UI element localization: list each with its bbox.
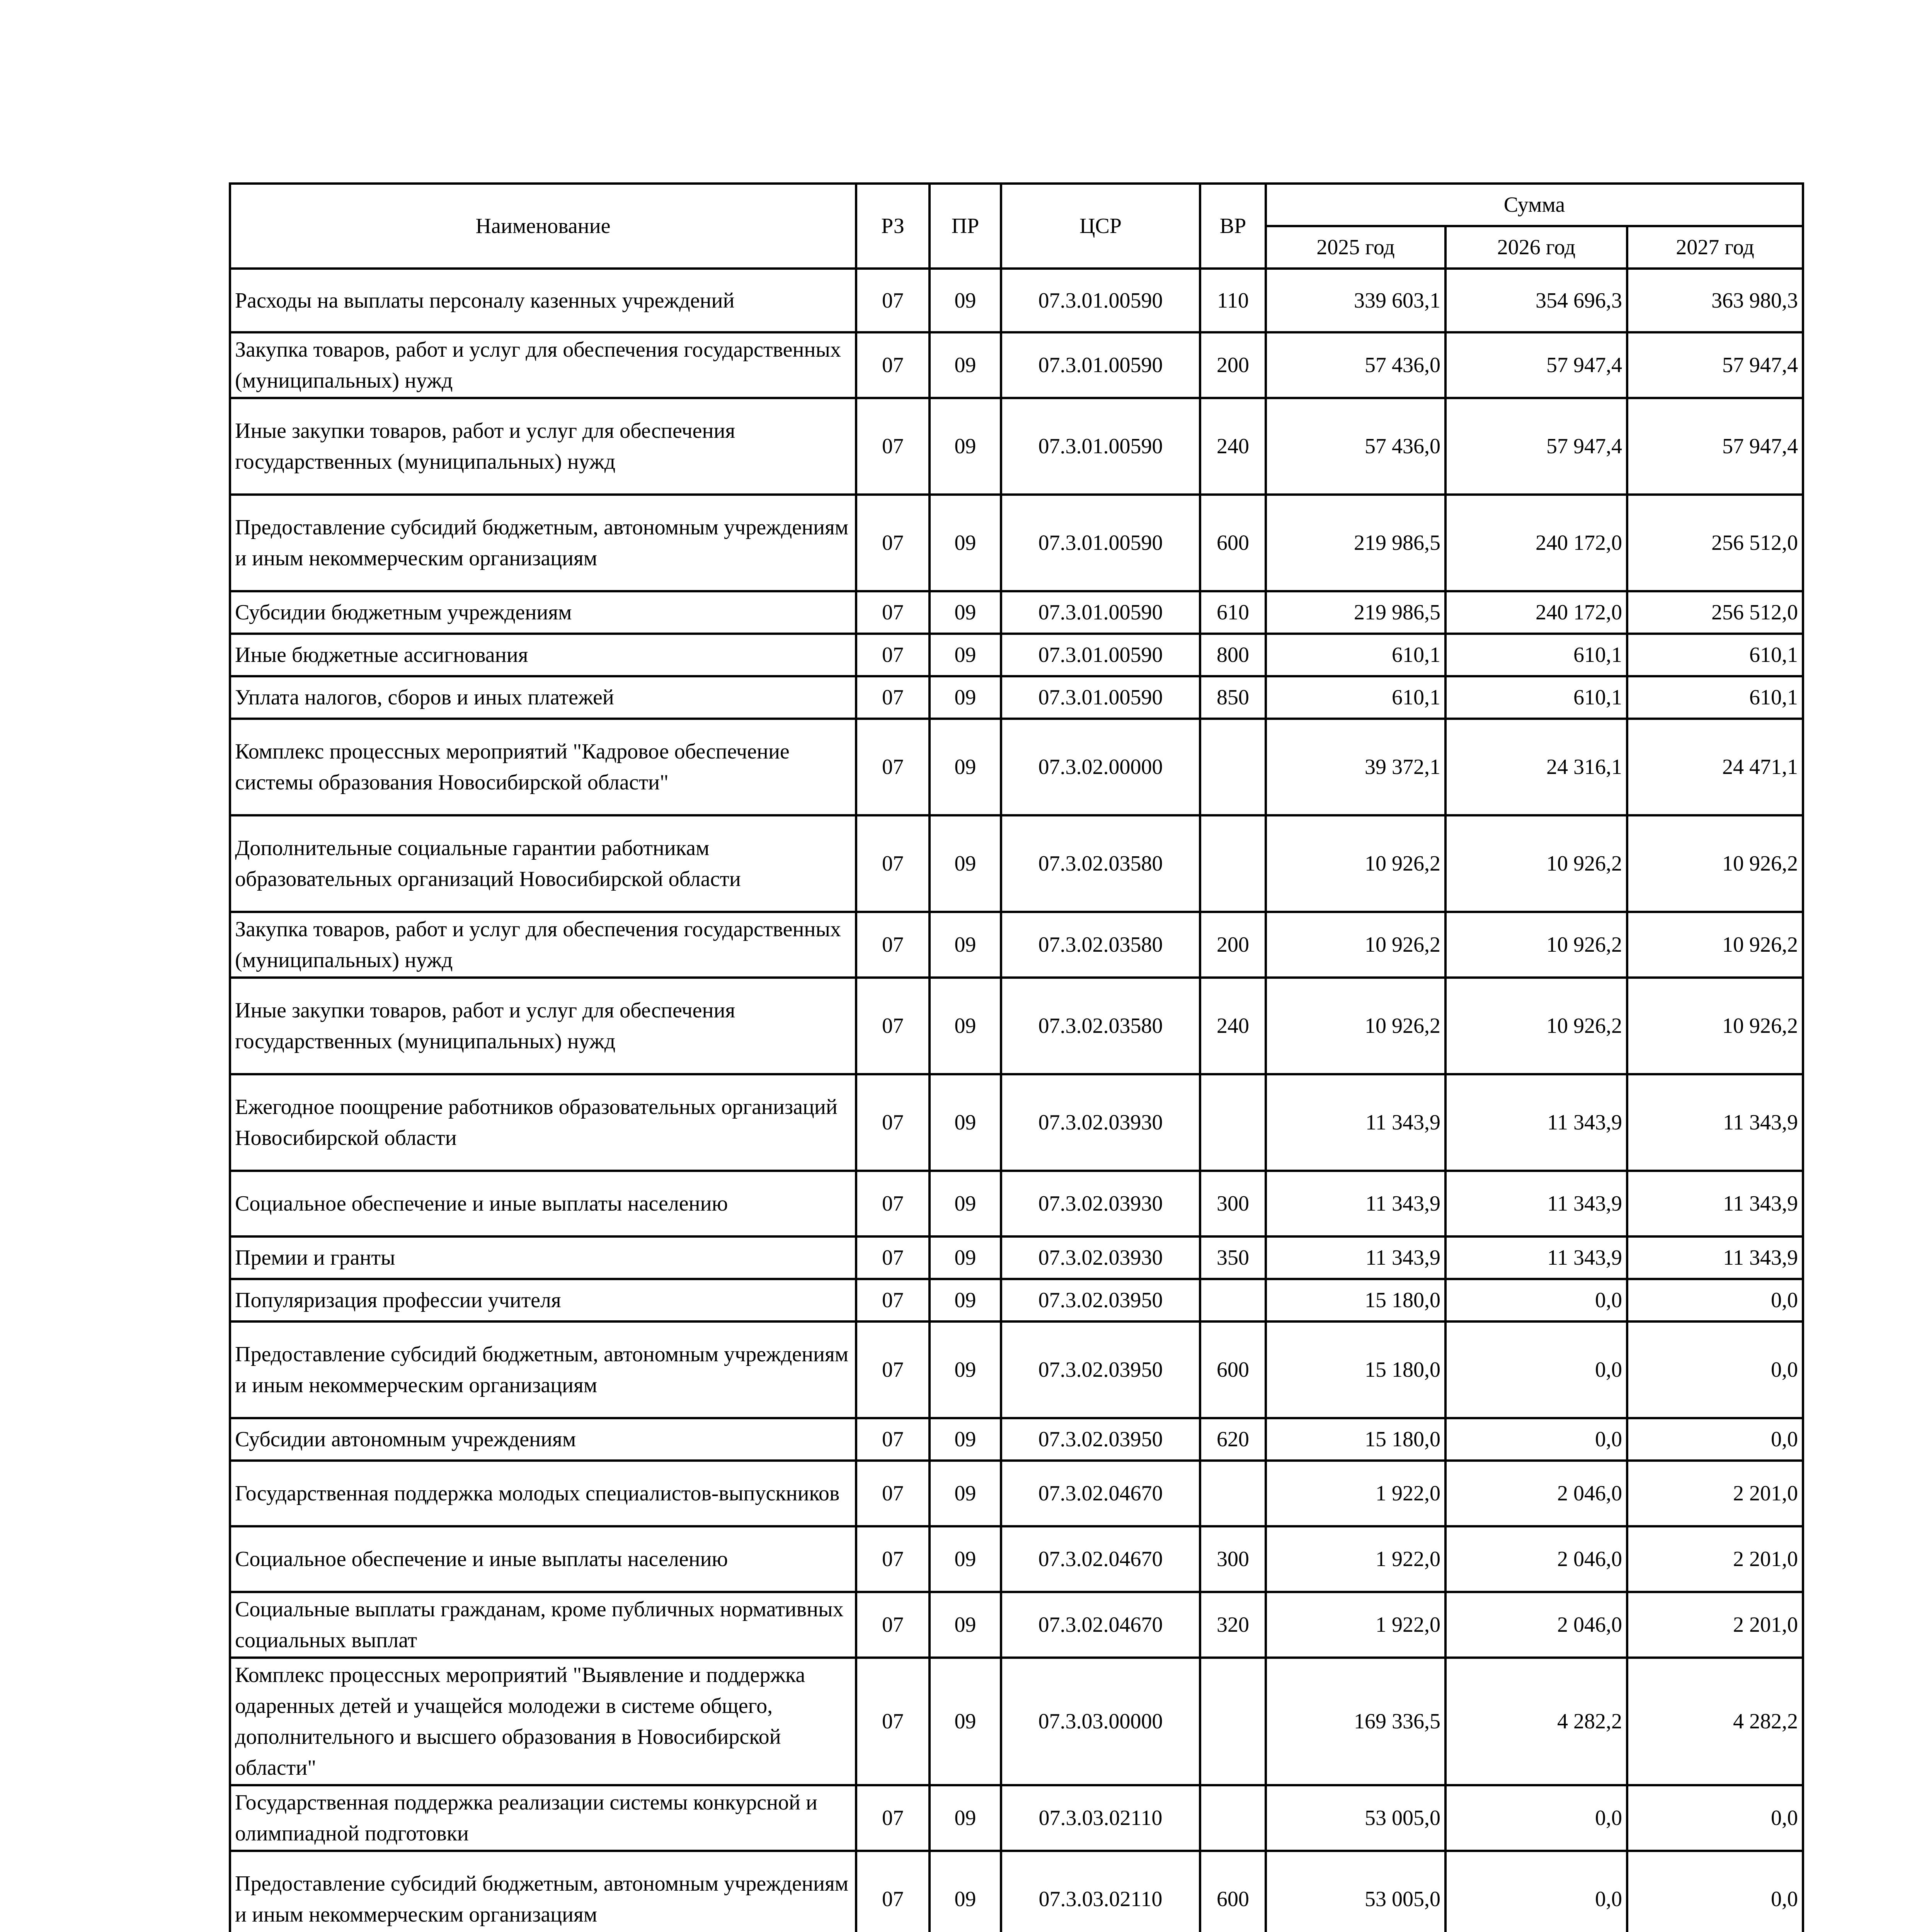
row-pr: 09 bbox=[930, 269, 1001, 332]
table-row bbox=[230, 495, 1803, 591]
row-amount-2026: 0,0 bbox=[1445, 1418, 1627, 1461]
row-pr: 09 bbox=[930, 1279, 1001, 1321]
table-row bbox=[230, 634, 1803, 676]
row-amount-2026: 2 046,0 bbox=[1445, 1592, 1627, 1658]
row-amount-2026: 4 282,2 bbox=[1445, 1658, 1627, 1785]
row-amount-2026: 57 947,4 bbox=[1445, 398, 1627, 495]
row-pr: 09 bbox=[930, 591, 1001, 634]
row-csr: 07.3.01.00590 bbox=[1001, 495, 1200, 591]
row-name: Предоставление субсидий бюджетным, автономным учреждениям и иным некоммерческим организациям bbox=[230, 1321, 856, 1418]
row-amount-2027: 57 947,4 bbox=[1627, 332, 1803, 398]
row-name: Закупка товаров, работ и услуг для обеспечения государственных (муниципальных) нужд bbox=[230, 912, 856, 978]
row-pr: 09 bbox=[930, 398, 1001, 495]
row-vr: 240 bbox=[1200, 978, 1266, 1074]
row-csr: 07.3.02.04670 bbox=[1001, 1526, 1200, 1592]
row-csr: 07.3.02.03580 bbox=[1001, 815, 1200, 912]
table-row bbox=[230, 1074, 1803, 1171]
row-csr: 07.3.02.03950 bbox=[1001, 1279, 1200, 1321]
row-name: Субсидии бюджетным учреждениям bbox=[230, 591, 856, 634]
row-name: Комплекс процессных мероприятий "Выявление и поддержка одаренных детей и учащейся молодежи в системе общего, дополнительного и высшего образования в Новосибирской области" bbox=[230, 1658, 856, 1785]
row-amount-2025: 15 180,0 bbox=[1266, 1418, 1445, 1461]
row-pr: 09 bbox=[930, 634, 1001, 676]
row-name: Иные закупки товаров, работ и услуг для обеспечения государственных (муниципальных) нужд bbox=[230, 398, 856, 495]
row-csr: 07.3.02.03950 bbox=[1001, 1321, 1200, 1418]
row-pr: 09 bbox=[930, 1074, 1001, 1171]
row-csr: 07.3.02.00000 bbox=[1001, 719, 1200, 815]
row-name: Социальное обеспечение и иные выплаты населению bbox=[230, 1526, 856, 1592]
row-vr bbox=[1200, 719, 1266, 815]
row-csr: 07.3.01.00590 bbox=[1001, 676, 1200, 719]
row-pr: 09 bbox=[930, 332, 1001, 398]
row-csr: 07.3.01.00590 bbox=[1001, 332, 1200, 398]
row-amount-2025: 11 343,9 bbox=[1266, 1236, 1445, 1279]
row-vr: 800 bbox=[1200, 634, 1266, 676]
row-amount-2027: 57 947,4 bbox=[1627, 398, 1803, 495]
row-pr: 09 bbox=[930, 1236, 1001, 1279]
budget-table bbox=[229, 182, 1804, 1932]
table-row bbox=[230, 1279, 1803, 1321]
row-amount-2027: 11 343,9 bbox=[1627, 1236, 1803, 1279]
row-amount-2027: 256 512,0 bbox=[1627, 495, 1803, 591]
row-rz: 07 bbox=[856, 1658, 930, 1785]
row-pr: 09 bbox=[930, 719, 1001, 815]
row-csr: 07.3.02.04670 bbox=[1001, 1461, 1200, 1526]
row-csr: 07.3.01.00590 bbox=[1001, 634, 1200, 676]
header-year-2027: 2027 год bbox=[1627, 226, 1803, 269]
row-vr: 850 bbox=[1200, 676, 1266, 719]
row-vr bbox=[1200, 1658, 1266, 1785]
row-pr: 09 bbox=[930, 1321, 1001, 1418]
row-pr: 09 bbox=[930, 978, 1001, 1074]
row-rz: 07 bbox=[856, 978, 930, 1074]
row-name: Предоставление субсидий бюджетным, автономным учреждениям и иным некоммерческим организациям bbox=[230, 1851, 856, 1932]
row-name: Комплекс процессных мероприятий "Кадровое обеспечение системы образования Новосибирской области" bbox=[230, 719, 856, 815]
row-amount-2026: 0,0 bbox=[1445, 1785, 1627, 1851]
row-pr: 09 bbox=[930, 1851, 1001, 1932]
row-amount-2026: 24 316,1 bbox=[1445, 719, 1627, 815]
row-vr: 300 bbox=[1200, 1526, 1266, 1592]
row-rz: 07 bbox=[856, 591, 930, 634]
header-year-2026: 2026 год bbox=[1445, 226, 1627, 269]
table-row bbox=[230, 1526, 1803, 1592]
row-csr: 07.3.02.03580 bbox=[1001, 912, 1200, 978]
row-amount-2025: 10 926,2 bbox=[1266, 978, 1445, 1074]
row-amount-2025: 53 005,0 bbox=[1266, 1851, 1445, 1932]
row-pr: 09 bbox=[930, 1658, 1001, 1785]
header-name: Наименование bbox=[230, 184, 856, 269]
row-csr: 07.3.01.00590 bbox=[1001, 591, 1200, 634]
row-rz: 07 bbox=[856, 398, 930, 495]
row-name: Расходы на выплаты персоналу казенных учреждений bbox=[230, 269, 856, 332]
row-csr: 07.3.02.03950 bbox=[1001, 1418, 1200, 1461]
row-name: Иные бюджетные ассигнования bbox=[230, 634, 856, 676]
row-name: Дополнительные социальные гарантии работникам образовательных организаций Новосибирской области bbox=[230, 815, 856, 912]
row-amount-2027: 363 980,3 bbox=[1627, 269, 1803, 332]
row-amount-2027: 0,0 bbox=[1627, 1279, 1803, 1321]
row-pr: 09 bbox=[930, 815, 1001, 912]
row-vr: 350 bbox=[1200, 1236, 1266, 1279]
row-vr bbox=[1200, 1461, 1266, 1526]
row-vr: 600 bbox=[1200, 1321, 1266, 1418]
table-row bbox=[230, 1418, 1803, 1461]
row-rz: 07 bbox=[856, 912, 930, 978]
row-vr: 200 bbox=[1200, 332, 1266, 398]
row-name: Предоставление субсидий бюджетным, автономным учреждениям и иным некоммерческим организациям bbox=[230, 495, 856, 591]
row-amount-2026: 10 926,2 bbox=[1445, 912, 1627, 978]
row-amount-2025: 610,1 bbox=[1266, 634, 1445, 676]
row-vr: 200 bbox=[1200, 912, 1266, 978]
row-amount-2026: 0,0 bbox=[1445, 1279, 1627, 1321]
header-sum: Сумма bbox=[1266, 184, 1803, 226]
row-rz: 07 bbox=[856, 634, 930, 676]
row-name: Государственная поддержка молодых специалистов-выпускников bbox=[230, 1461, 856, 1526]
row-vr: 240 bbox=[1200, 398, 1266, 495]
row-amount-2025: 53 005,0 bbox=[1266, 1785, 1445, 1851]
row-csr: 07.3.01.00590 bbox=[1001, 269, 1200, 332]
row-rz: 07 bbox=[856, 1171, 930, 1236]
row-pr: 09 bbox=[930, 1418, 1001, 1461]
row-amount-2025: 57 436,0 bbox=[1266, 332, 1445, 398]
row-amount-2027: 256 512,0 bbox=[1627, 591, 1803, 634]
header-rz: РЗ bbox=[856, 184, 930, 269]
row-amount-2027: 10 926,2 bbox=[1627, 978, 1803, 1074]
table-row bbox=[230, 676, 1803, 719]
row-rz: 07 bbox=[856, 495, 930, 591]
row-amount-2025: 339 603,1 bbox=[1266, 269, 1445, 332]
row-csr: 07.3.02.03930 bbox=[1001, 1074, 1200, 1171]
row-amount-2025: 169 336,5 bbox=[1266, 1658, 1445, 1785]
row-amount-2025: 1 922,0 bbox=[1266, 1592, 1445, 1658]
row-amount-2025: 1 922,0 bbox=[1266, 1461, 1445, 1526]
row-amount-2026: 610,1 bbox=[1445, 634, 1627, 676]
row-amount-2027: 2 201,0 bbox=[1627, 1526, 1803, 1592]
table-body bbox=[230, 269, 1803, 1932]
row-amount-2025: 10 926,2 bbox=[1266, 815, 1445, 912]
row-csr: 07.3.03.02110 bbox=[1001, 1785, 1200, 1851]
row-amount-2026: 2 046,0 bbox=[1445, 1461, 1627, 1526]
row-vr: 300 bbox=[1200, 1171, 1266, 1236]
row-amount-2027: 11 343,9 bbox=[1627, 1074, 1803, 1171]
row-amount-2026: 0,0 bbox=[1445, 1321, 1627, 1418]
row-csr: 07.3.02.03930 bbox=[1001, 1171, 1200, 1236]
row-rz: 07 bbox=[856, 815, 930, 912]
row-rz: 07 bbox=[856, 719, 930, 815]
row-csr: 07.3.03.02110 bbox=[1001, 1851, 1200, 1932]
table-row bbox=[230, 912, 1803, 978]
row-amount-2026: 610,1 bbox=[1445, 676, 1627, 719]
row-csr: 07.3.01.00590 bbox=[1001, 398, 1200, 495]
row-rz: 07 bbox=[856, 1526, 930, 1592]
row-rz: 07 bbox=[856, 1321, 930, 1418]
row-amount-2025: 11 343,9 bbox=[1266, 1074, 1445, 1171]
row-amount-2025: 10 926,2 bbox=[1266, 912, 1445, 978]
row-amount-2027: 4 282,2 bbox=[1627, 1658, 1803, 1785]
table-row bbox=[230, 719, 1803, 815]
row-rz: 07 bbox=[856, 1074, 930, 1171]
row-vr: 320 bbox=[1200, 1592, 1266, 1658]
row-pr: 09 bbox=[930, 495, 1001, 591]
table-row bbox=[230, 591, 1803, 634]
row-vr bbox=[1200, 815, 1266, 912]
row-amount-2026: 240 172,0 bbox=[1445, 495, 1627, 591]
row-csr: 07.3.02.04670 bbox=[1001, 1592, 1200, 1658]
table-row bbox=[230, 1785, 1803, 1851]
row-amount-2027: 2 201,0 bbox=[1627, 1592, 1803, 1658]
row-amount-2027: 10 926,2 bbox=[1627, 815, 1803, 912]
row-amount-2026: 11 343,9 bbox=[1445, 1236, 1627, 1279]
row-name: Популяризация профессии учителя bbox=[230, 1279, 856, 1321]
table-row bbox=[230, 978, 1803, 1074]
row-rz: 07 bbox=[856, 1418, 930, 1461]
row-amount-2025: 219 986,5 bbox=[1266, 495, 1445, 591]
row-amount-2027: 24 471,1 bbox=[1627, 719, 1803, 815]
row-amount-2027: 11 343,9 bbox=[1627, 1171, 1803, 1236]
row-amount-2026: 10 926,2 bbox=[1445, 978, 1627, 1074]
row-name: Социальные выплаты гражданам, кроме публичных нормативных социальных выплат bbox=[230, 1592, 856, 1658]
table-header bbox=[230, 184, 1803, 269]
row-amount-2027: 0,0 bbox=[1627, 1851, 1803, 1932]
row-name: Премии и гранты bbox=[230, 1236, 856, 1279]
row-amount-2025: 610,1 bbox=[1266, 676, 1445, 719]
table-row bbox=[230, 269, 1803, 332]
row-amount-2025: 39 372,1 bbox=[1266, 719, 1445, 815]
row-pr: 09 bbox=[930, 912, 1001, 978]
row-rz: 07 bbox=[856, 1279, 930, 1321]
table-row bbox=[230, 332, 1803, 398]
row-pr: 09 bbox=[930, 1171, 1001, 1236]
row-amount-2025: 15 180,0 bbox=[1266, 1321, 1445, 1418]
row-vr: 110 bbox=[1200, 269, 1266, 332]
row-amount-2026: 10 926,2 bbox=[1445, 815, 1627, 912]
row-amount-2026: 57 947,4 bbox=[1445, 332, 1627, 398]
table-row bbox=[230, 1592, 1803, 1658]
row-amount-2027: 0,0 bbox=[1627, 1785, 1803, 1851]
row-amount-2025: 15 180,0 bbox=[1266, 1279, 1445, 1321]
row-amount-2026: 0,0 bbox=[1445, 1851, 1627, 1932]
row-amount-2027: 2 201,0 bbox=[1627, 1461, 1803, 1526]
row-vr bbox=[1200, 1074, 1266, 1171]
row-amount-2026: 11 343,9 bbox=[1445, 1074, 1627, 1171]
row-vr: 600 bbox=[1200, 495, 1266, 591]
table-row bbox=[230, 1171, 1803, 1236]
table-row bbox=[230, 398, 1803, 495]
row-rz: 07 bbox=[856, 676, 930, 719]
row-amount-2027: 10 926,2 bbox=[1627, 912, 1803, 978]
header-csr: ЦСР bbox=[1001, 184, 1200, 269]
row-amount-2025: 11 343,9 bbox=[1266, 1171, 1445, 1236]
row-vr bbox=[1200, 1785, 1266, 1851]
row-vr: 600 bbox=[1200, 1851, 1266, 1932]
row-pr: 09 bbox=[930, 1785, 1001, 1851]
row-amount-2026: 354 696,3 bbox=[1445, 269, 1627, 332]
header-vr: ВР bbox=[1200, 184, 1266, 269]
row-name: Социальное обеспечение и иные выплаты населению bbox=[230, 1171, 856, 1236]
row-amount-2027: 0,0 bbox=[1627, 1321, 1803, 1418]
row-csr: 07.3.02.03580 bbox=[1001, 978, 1200, 1074]
row-amount-2027: 610,1 bbox=[1627, 676, 1803, 719]
row-name: Субсидии автономным учреждениям bbox=[230, 1418, 856, 1461]
row-amount-2027: 610,1 bbox=[1627, 634, 1803, 676]
row-amount-2025: 219 986,5 bbox=[1266, 591, 1445, 634]
row-rz: 07 bbox=[856, 1592, 930, 1658]
row-name: Иные закупки товаров, работ и услуг для обеспечения государственных (муниципальных) нужд bbox=[230, 978, 856, 1074]
row-amount-2026: 240 172,0 bbox=[1445, 591, 1627, 634]
row-name: Закупка товаров, работ и услуг для обеспечения государственных (муниципальных) нужд bbox=[230, 332, 856, 398]
row-vr: 610 bbox=[1200, 591, 1266, 634]
table-row bbox=[230, 1658, 1803, 1785]
row-rz: 07 bbox=[856, 1236, 930, 1279]
row-pr: 09 bbox=[930, 1461, 1001, 1526]
row-pr: 09 bbox=[930, 1526, 1001, 1592]
row-name: Ежегодное поощрение работников образовательных организаций Новосибирской области bbox=[230, 1074, 856, 1171]
table-row bbox=[230, 1321, 1803, 1418]
table-row bbox=[230, 1851, 1803, 1932]
row-vr: 620 bbox=[1200, 1418, 1266, 1461]
row-amount-2026: 2 046,0 bbox=[1445, 1526, 1627, 1592]
row-amount-2025: 1 922,0 bbox=[1266, 1526, 1445, 1592]
row-rz: 07 bbox=[856, 269, 930, 332]
header-year-2025: 2025 год bbox=[1266, 226, 1445, 269]
row-name: Государственная поддержка реализации системы конкурсной и олимпиадной подготовки bbox=[230, 1785, 856, 1851]
row-csr: 07.3.03.00000 bbox=[1001, 1658, 1200, 1785]
table-row bbox=[230, 1236, 1803, 1279]
row-amount-2026: 11 343,9 bbox=[1445, 1171, 1627, 1236]
row-pr: 09 bbox=[930, 1592, 1001, 1658]
header-pr: ПР bbox=[930, 184, 1001, 269]
row-rz: 07 bbox=[856, 332, 930, 398]
row-amount-2027: 0,0 bbox=[1627, 1418, 1803, 1461]
row-rz: 07 bbox=[856, 1461, 930, 1526]
row-name: Уплата налогов, сборов и иных платежей bbox=[230, 676, 856, 719]
table-row bbox=[230, 815, 1803, 912]
row-csr: 07.3.02.03930 bbox=[1001, 1236, 1200, 1279]
row-amount-2025: 57 436,0 bbox=[1266, 398, 1445, 495]
row-rz: 07 bbox=[856, 1851, 930, 1932]
row-vr bbox=[1200, 1279, 1266, 1321]
row-pr: 09 bbox=[930, 676, 1001, 719]
table-row bbox=[230, 1461, 1803, 1526]
row-rz: 07 bbox=[856, 1785, 930, 1851]
